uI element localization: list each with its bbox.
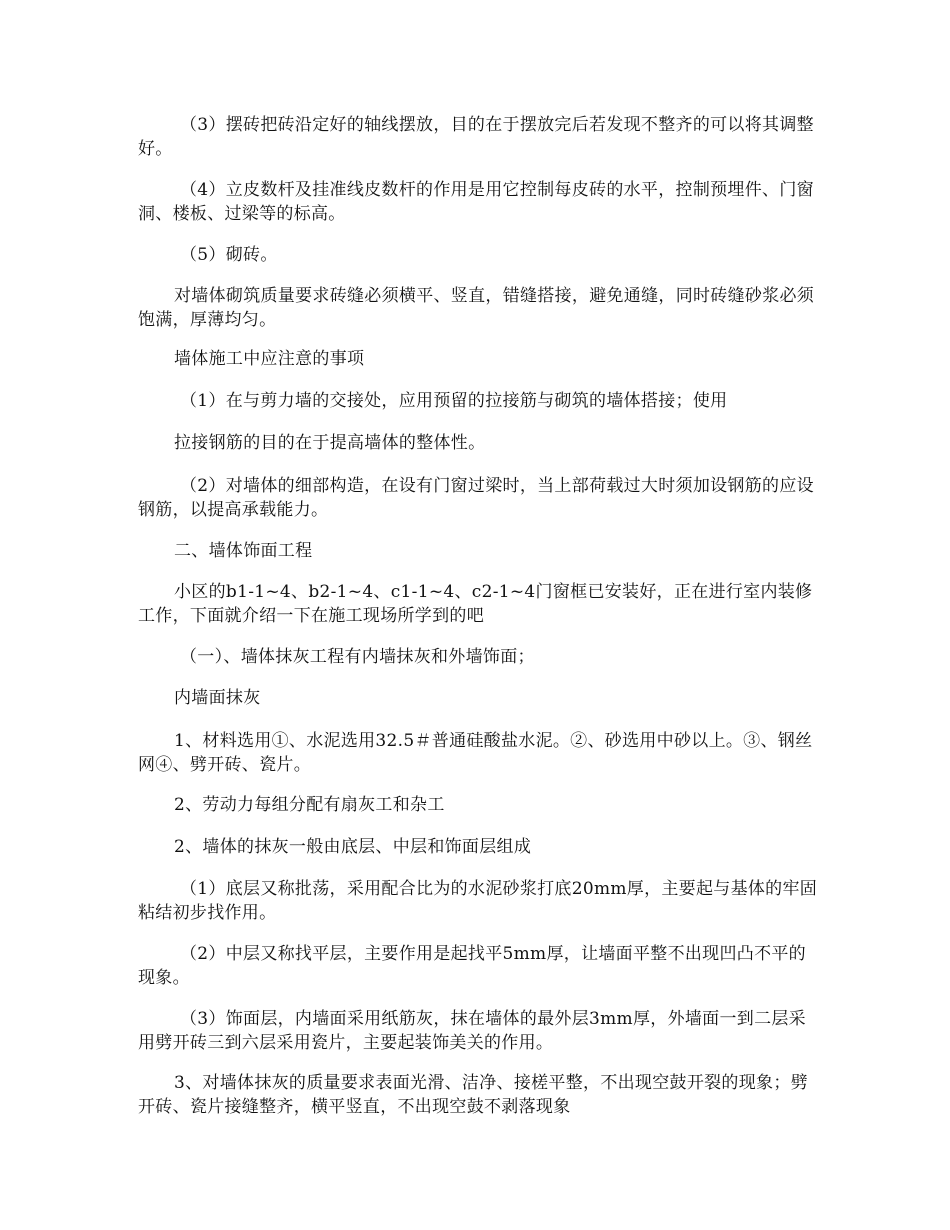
paragraph-base-layer: （1）底层又称批荡，采用配合比为的水泥砂浆打底20mm厚，主要起与基体的牢固粘结初步找作用。 (138, 879, 818, 923)
paragraph-materials: 1、材料选用①、水泥选用32.5＃普通硅酸盐水泥。②、砂选用中砂以上。③、钢丝网④、劈开砖、瓷片。 (138, 731, 813, 775)
paragraph-interior-plastering: 内墙面抹灰 (174, 688, 261, 708)
paragraph-laying-bricks: （5）砌砖。 (180, 245, 278, 265)
paragraph-masonry-quality: 对墙体砌筑质量要求砖缝必须横平、竖直，错缝搭接，避免通缝，同时砖缝砂浆必须饱满，厚薄均匀。 (138, 286, 815, 330)
paragraph-labor: 2、劳动力每组分配有扇灰工和杂工 (174, 795, 445, 815)
paragraph-middle-layer: （2）中层又称找平层，主要作用是起找平5mm厚，让墙面平整不出现凹凸不平的现象。 (138, 944, 806, 988)
paragraph-finish-layer: （3）饰面层，内墙面采用纸筋灰，抹在墙体的最外层3mm厚，外墙面一到二层采用劈开砖三到六层采用瓷片，主要起装饰美关的作用。 (138, 1009, 806, 1053)
paragraph-detail-construction: （2）对墙体的细部构造，在设有门窗过梁时，当上部荷载过大时须加设钢筋的应设钢筋，以提高承载能力。 (138, 476, 814, 520)
paragraph-tie-bars: 拉接钢筋的目的在于提高墙体的整体性。 (174, 433, 486, 453)
paragraph-level-rod: （4）立皮数杆及挂准线皮数杆的作用是用它控制每皮砖的水平，控制预埋件、门窗洞、楼板、过梁等的标高。 (138, 180, 814, 224)
paragraph-quality-requirements: 3、对墙体抹灰的质量要求表面光滑、洁净、接槎平整，不出现空鼓开裂的现象；劈开砖、瓷片接缝整齐，横平竖直，不出现空鼓不剥落现象 (138, 1073, 808, 1117)
paragraph-plaster-layers: 2、墙体的抹灰一般由底层、中层和饰面层组成 (174, 837, 532, 857)
paragraph-notes-heading: 墙体施工中应注意的事项 (174, 349, 365, 369)
paragraph-shear-wall: （1）在与剪力墙的交接处，应用预留的拉接筋与砌筑的墙体搭接；使用 (180, 391, 728, 411)
paragraph-plastering-types: （一）、墙体抹灰工程有内墙抹灰和外墙饰面； (180, 647, 535, 667)
paragraph-community-frames: 小区的b1-1~4、b2-1~4、c1-1~4、c2-1~4门窗框已安装好，正在进行室内装修工作，下面就介绍一下在施工现场所学到的吧 (138, 582, 813, 626)
section-heading-wall-finish: 二、墙体饰面工程 (174, 541, 313, 561)
paragraph-brick-layout: （3）摆砖把砖沿定好的轴线摆放，目的在于摆放完后若发现不整齐的可以将其调整好。 (138, 115, 814, 159)
